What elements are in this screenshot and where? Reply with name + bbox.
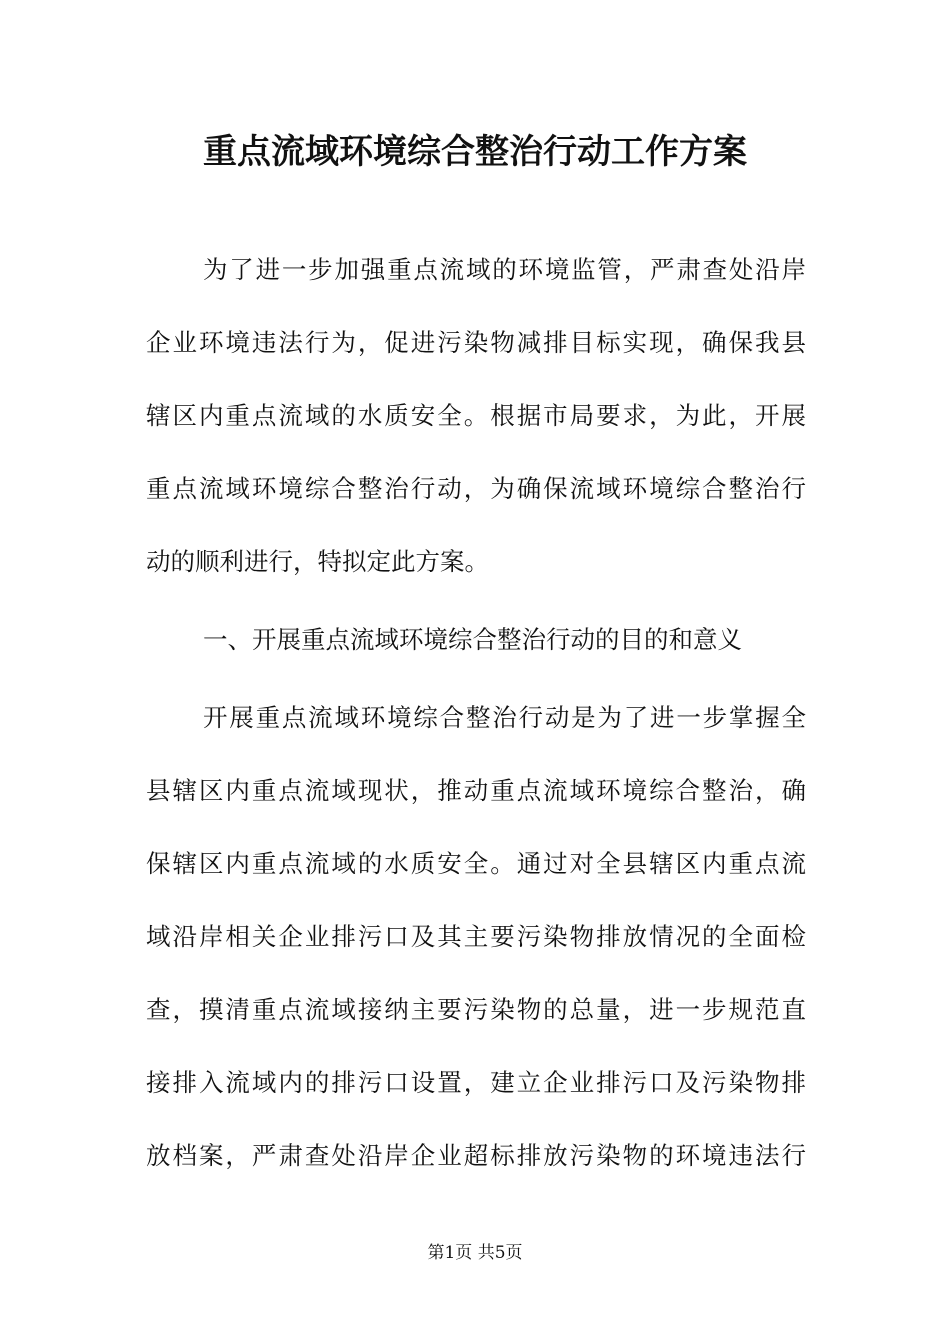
document-title: 重点流域环境综合整治行动工作方案	[203, 132, 747, 172]
page-number-footer: 第1页 共5页	[427, 1243, 523, 1263]
paragraph-1-line-1: 为了进一步加强重点流域的环境监管，严肃查处沿岸	[203, 255, 806, 284]
paragraph-1-line-2: 企业环境违法行为，促进污染物减排目标实现，确保我县	[146, 328, 806, 357]
paragraph-2-line-4: 域沿岸相关企业排污口及其主要污染物排放情况的全面检	[146, 922, 806, 951]
section-heading-1: 一、开展重点流域环境综合整治行动的目的和意义	[203, 625, 742, 654]
paragraph-2-line-2: 县辖区内重点流域现状，推动重点流域环境综合整治，确	[146, 776, 806, 805]
paragraph-1-line-4: 重点流域环境综合整治行动，为确保流域环境综合整治行	[146, 474, 806, 503]
paragraph-2-line-5: 查，摸清重点流域接纳主要污染物的总量，进一步规范直	[146, 995, 806, 1024]
paragraph-2-line-1: 开展重点流域环境综合整治行动是为了进一步掌握全	[203, 703, 806, 732]
paragraph-2-line-3: 保辖区内重点流域的水质安全。通过对全县辖区内重点流	[146, 849, 806, 878]
paragraph-1-line-5: 动的顺利进行，特拟定此方案。	[146, 547, 489, 576]
paragraph-2-line-6: 接排入流域内的排污口设置，建立企业排污口及污染物排	[146, 1068, 806, 1097]
paragraph-1-line-3: 辖区内重点流域的水质安全。根据市局要求，为此，开展	[146, 401, 806, 430]
paragraph-2-line-7: 放档案，严肃查处沿岸企业超标排放污染物的环境违法行	[146, 1141, 806, 1170]
